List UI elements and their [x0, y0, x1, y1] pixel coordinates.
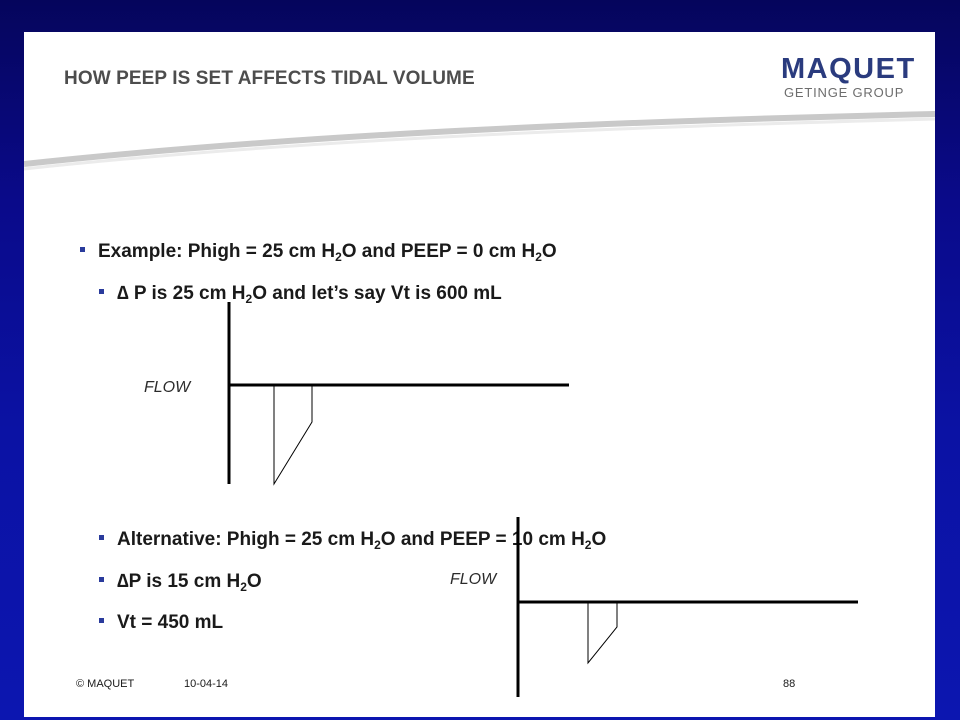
bullet-vt-450: Vt = 450 mL — [99, 612, 223, 634]
bullet-delta-p-15: ∆P is 15 cm $H_2O$ — [99, 571, 262, 593]
bullet-delta-p-25: ∆ P is 25 cm $H_2O$ and let’s say Vt is 600 mL — [99, 283, 502, 305]
logo-wordmark: MAQUET — [781, 53, 916, 85]
slide — [24, 32, 935, 717]
slide-title: HOW PEEP IS SET AFFECTS TIDAL VOLUME — [64, 68, 475, 89]
flow-label-2: FLOW — [450, 571, 497, 588]
footer-date: 10-04-14 — [184, 678, 229, 690]
flow-graph-2 — [518, 517, 858, 697]
flow-graphs — [24, 32, 935, 717]
bullet-example: Example: Phigh = 25 cm $H_2O$ and PEEP = 0 cm $H_2O$ — [80, 241, 557, 263]
footer-page-number: 88 — [783, 678, 796, 690]
footer-copyright: © MAQUET — [76, 678, 135, 690]
bullet-alternative: Alternative: Phigh = 25 cm $H_2O$ and PEEP = 10 cm $H_2O$ — [99, 529, 606, 551]
graph2-flow-waveform — [588, 602, 617, 663]
graph1-flow-waveform — [274, 385, 312, 484]
flow-label-1: FLOW — [144, 379, 191, 396]
logo-tagline: GETINGE GROUP — [784, 85, 905, 100]
flow-graph-1 — [229, 302, 569, 484]
